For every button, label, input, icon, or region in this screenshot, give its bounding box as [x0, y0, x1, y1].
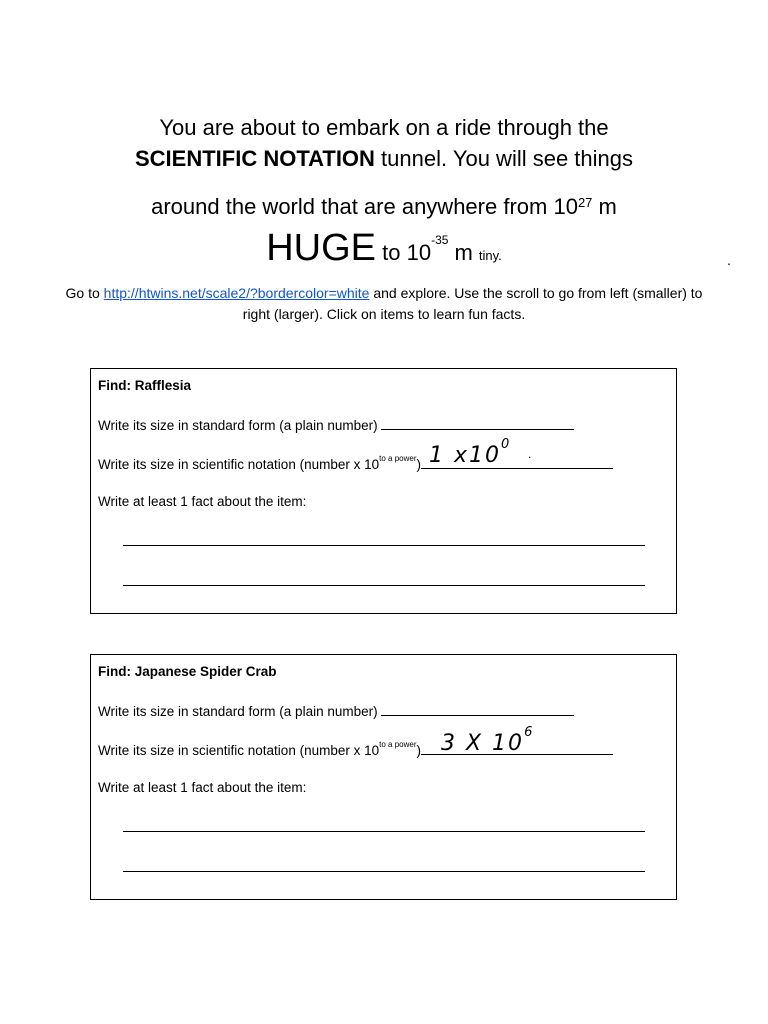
item-box-japanese-spider-crab	[90, 654, 677, 900]
huge-word: HUGE	[266, 227, 377, 269]
instructions	[60, 283, 708, 325]
sci-close-paren: )	[416, 457, 421, 472]
handwritten-answer	[429, 437, 512, 468]
sci-close-paren: )	[416, 743, 421, 758]
intro-line-3-text: around the world that are anywhere from 10	[151, 194, 578, 219]
intro-line-2	[0, 143, 768, 175]
tiny-unit: m	[448, 240, 473, 265]
item-box-rafflesia	[90, 368, 677, 614]
to-a-power-label: to a power	[379, 740, 417, 749]
tiny-exponent: -35	[431, 233, 449, 247]
stray-mark: .	[528, 447, 532, 461]
standard-form-row	[98, 703, 669, 719]
fact-line-1[interactable]	[123, 831, 645, 832]
scientific-notation-heading: SCIENTIFIC NOTATION	[134, 146, 375, 171]
fact-prompt: Write at least 1 fact about the item:	[98, 780, 307, 795]
intro-line-1: You are about to embark on a ride through the	[159, 115, 609, 140]
sci-notation-row	[98, 456, 669, 472]
intro-line-3	[0, 191, 768, 223]
fact-line-1[interactable]	[123, 545, 645, 546]
handwritten-base: 3 X 10	[441, 731, 525, 756]
standard-form-row	[98, 417, 669, 433]
standard-form-prompt: Write its size in standard form (a plain number)	[98, 418, 382, 433]
sci-notation-prompt: Write its size in scientific notation (number x 10	[98, 743, 380, 758]
huge-exponent: 27	[577, 195, 593, 210]
scale-link[interactable]: http://htwins.net/scale2/?bordercolor=white	[103, 285, 370, 301]
standard-form-prompt: Write its size in standard form (a plain number)	[98, 704, 382, 719]
stray-dot: .	[727, 252, 731, 268]
handwritten-exponent: 0	[501, 437, 512, 452]
fact-prompt: Write at least 1 fact about the item:	[98, 494, 307, 509]
intro-line-4	[0, 227, 768, 276]
to-a-power-label: to a power	[379, 454, 417, 463]
find-label: Find: Rafflesia	[98, 378, 192, 393]
handwritten-base: 1 x10	[429, 443, 502, 468]
huge-unit: m	[592, 194, 617, 219]
sci-notation-prompt: Write its size in scientific notation (number x 10	[98, 457, 380, 472]
instructions-suffix: and explore. Use the scroll to go from left (smaller) to right (larger). Click on items to learn fun facts.	[242, 285, 703, 322]
standard-form-blank[interactable]	[381, 703, 574, 716]
handwritten-answer	[441, 725, 535, 756]
fact-line-2[interactable]	[123, 585, 645, 586]
find-label: Find: Japanese Spider Crab	[98, 664, 277, 679]
to-ten-text: to 10	[376, 240, 432, 265]
handwritten-exponent: 6	[524, 725, 535, 740]
instructions-prefix: Go to	[65, 285, 104, 301]
sci-notation-row	[98, 742, 669, 758]
standard-form-blank[interactable]	[381, 417, 574, 430]
fact-line-2[interactable]	[123, 871, 645, 872]
tiny-word: tiny.	[478, 248, 502, 263]
intro-line-2-rest: tunnel. You will see things	[374, 146, 634, 171]
